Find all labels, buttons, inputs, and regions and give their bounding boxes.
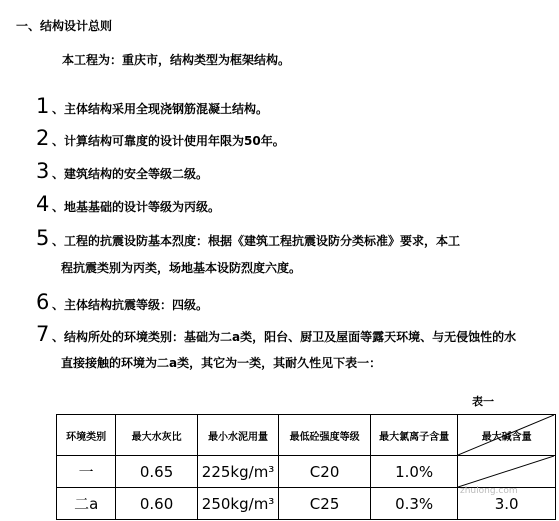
clause-4 (36, 194, 220, 215)
table-cell: 0.3% (370, 488, 458, 520)
clause-7 (36, 324, 516, 345)
clause-text: 、主体结构抗震等级：四级。 (52, 298, 209, 312)
table-cell: 1.0% (370, 456, 458, 488)
clause-3 (36, 161, 208, 182)
table-cell: 3.0 (458, 488, 556, 520)
clause-5-continuation: 程抗震类别为丙类，场地基本设防烈度六度。 (61, 261, 302, 275)
header-cell: 最低砼强度等级 (279, 415, 371, 456)
clause-text: 、计算结构可靠度的设计使用年限为50年。 (52, 134, 285, 148)
clause-text: 、地基基础的设计等级为丙级。 (52, 200, 221, 214)
table-cell: 225kg/m³ (197, 456, 278, 488)
header-cell: 最大水灰比 (116, 415, 197, 456)
clause-6 (36, 292, 208, 313)
table-cell: 0.60 (116, 488, 197, 520)
clause-number: 3 (36, 159, 50, 183)
clause-1 (36, 96, 268, 117)
header-cell (458, 415, 556, 456)
clause-2 (36, 128, 285, 149)
table-cell: 二a (57, 488, 116, 520)
section-heading: 一、结构设计总则 (16, 19, 113, 33)
clause-number: 1 (36, 94, 50, 118)
clause-number: 5 (36, 226, 50, 250)
clause-text: 、建筑结构的安全等级二级。 (52, 167, 209, 181)
clause-5 (36, 228, 460, 249)
table-cell: 0.65 (116, 456, 197, 488)
diagonal-line (458, 456, 554, 487)
clause-7-continuation: 直接接触的环境为二a类，其它为一类，其耐久性见下表一： (61, 356, 382, 370)
table-header-row (57, 415, 556, 456)
table-row (57, 456, 556, 488)
watermark: zhulong.com (460, 486, 518, 496)
header-cell-label: 最大碱含量 (481, 431, 532, 443)
table-cell: 250kg/m³ (197, 488, 278, 520)
header-cell: 最大氯离子含量 (370, 415, 458, 456)
table-cell: C20 (279, 456, 371, 488)
table-cell (458, 456, 556, 488)
table-cell: C25 (279, 488, 371, 520)
clause-text: 、结构所处的环境类别：基础为二a类，阳台、厨卫及屋面等露天环境、与无侵蚀性的水 (52, 330, 517, 344)
clause-text: 、工程的抗震设防基本烈度：根据《建筑工程抗震设防分类标准》要求，本工 (52, 234, 461, 248)
header-cell: 环境类别 (57, 415, 116, 456)
header-cell: 最小水泥用量 (197, 415, 278, 456)
durability-table (56, 414, 556, 520)
clause-number: 2 (36, 126, 50, 150)
table-cell: 一 (57, 456, 116, 488)
project-intro: 本工程为：重庆市，结构类型为框架结构。 (62, 53, 291, 67)
clause-number: 4 (36, 192, 50, 216)
clause-text: 、主体结构采用全现浇钢筋混凝土结构。 (52, 102, 269, 116)
clause-number: 7 (36, 322, 50, 346)
clause-number: 6 (36, 290, 50, 314)
table-title: 表一 (472, 395, 494, 408)
